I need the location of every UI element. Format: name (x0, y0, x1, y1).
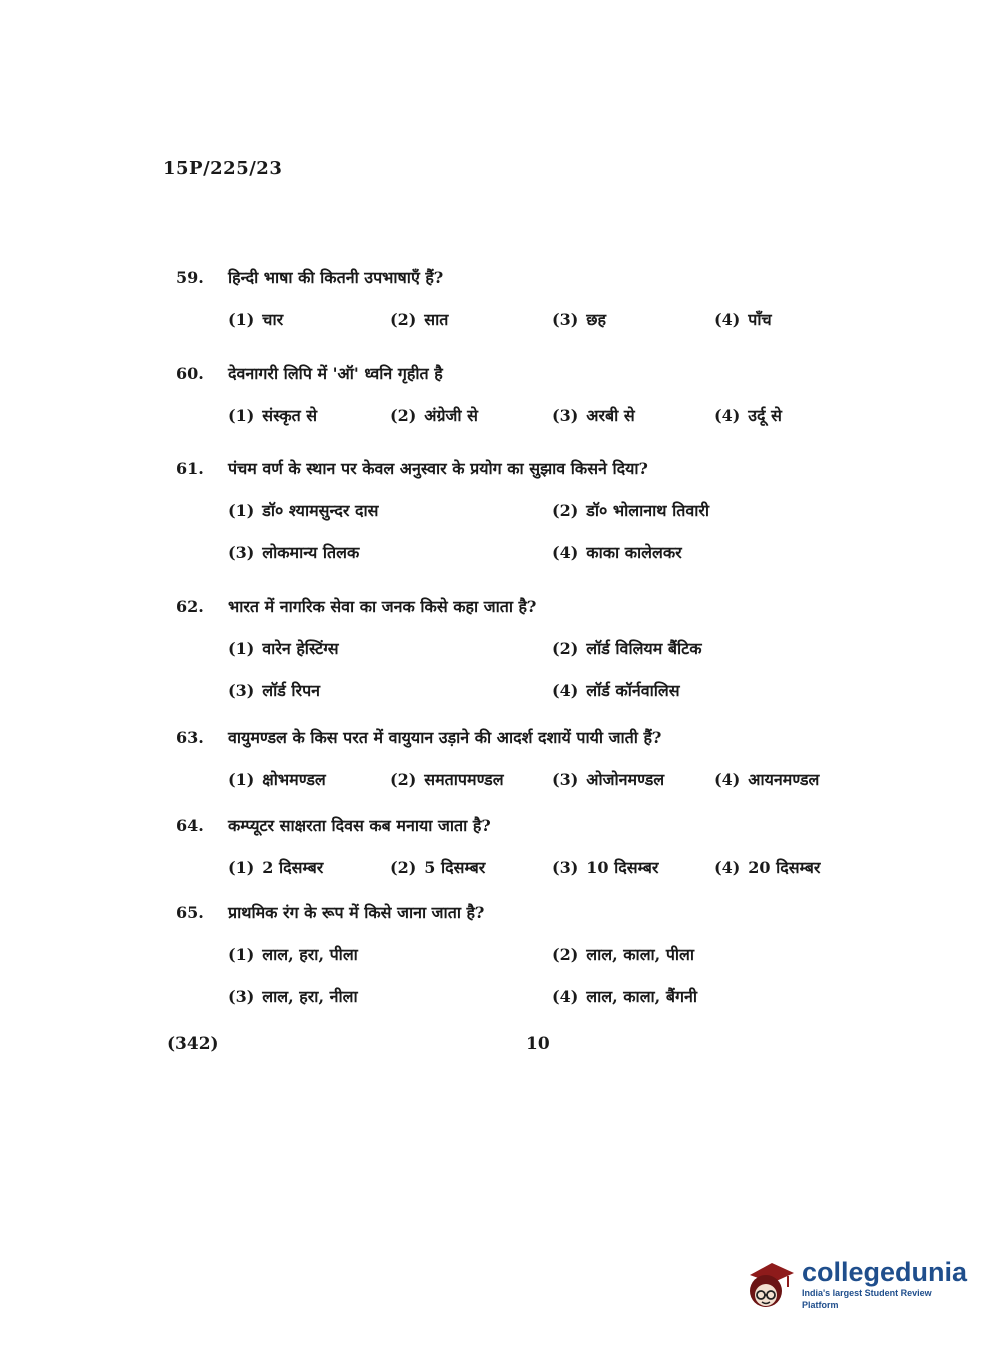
question-number: 60. (176, 364, 204, 383)
question-number: 63. (176, 728, 204, 747)
option-4: (4) काका कालेलकर (552, 543, 682, 562)
question-number: 65. (176, 903, 204, 922)
question-62 (176, 595, 876, 703)
logo-name: collegedunia (802, 1257, 968, 1287)
question-61 (176, 457, 876, 565)
question-text: वायुमण्डल के किस परत में वायुयान उड़ाने की आदर्श दशायें पायी जाती हैं? (228, 728, 662, 747)
option-2: (2) लॉर्ड विलियम बैंटिक (552, 639, 702, 658)
question-text: पंचम वर्ण के स्थान पर केवल अनुस्वार के प्रयोग का सुझाव किसने दिया? (228, 459, 648, 478)
options-row (228, 541, 876, 565)
logo-tagline: India's largest Student Review Platform (802, 1288, 932, 1310)
option-4: (4) उर्दू से (714, 406, 782, 425)
option-1: (1) चार (228, 310, 284, 329)
question-number: 61. (176, 459, 204, 478)
question-63 (176, 726, 876, 792)
option-3: (3) 10 दिसम्बर (552, 858, 659, 877)
mascot-icon (742, 1257, 796, 1311)
question-number: 64. (176, 816, 204, 835)
options-row (228, 943, 876, 967)
option-2: (2) डॉ० भोलानाथ तिवारी (552, 501, 710, 520)
option-3: (3) छह (552, 310, 606, 329)
option-4: (4) पाँच (714, 310, 772, 329)
question-59 (176, 266, 876, 332)
options-row (228, 404, 876, 428)
options-row (228, 856, 876, 880)
option-3: (3) लोकमान्य तिलक (228, 543, 360, 562)
option-2: (2) सात (390, 310, 449, 329)
question-text: हिन्दी भाषा की कितनी उपभाषाएँ हैं? (228, 268, 444, 287)
question-number: 59. (176, 268, 204, 287)
option-1: (1) संस्कृत से (228, 406, 318, 425)
page-code: 15P/225/23 (163, 158, 283, 179)
option-3: (3) ओजोनमण्डल (552, 770, 665, 789)
options-row (228, 985, 876, 1009)
option-2: (2) अंग्रेजी से (390, 406, 478, 425)
option-3: (3) लॉर्ड रिपन (228, 681, 321, 700)
options-row (228, 308, 876, 332)
question-64 (176, 814, 876, 880)
option-1: (1) 2 दिसम्बर (228, 858, 324, 877)
option-3: (3) लाल, हरा, नीला (228, 987, 358, 1006)
paper-code: (342) (167, 1034, 219, 1054)
option-4: (4) लाल, काला, बैंगनी (552, 987, 697, 1006)
option-4: (4) आयनमण्डल (714, 770, 820, 789)
question-text: देवनागरी लिपि में 'ऑ' ध्वनि गृहीत है (228, 364, 443, 383)
question-65 (176, 901, 876, 1009)
option-3: (3) अरबी से (552, 406, 635, 425)
options-row (228, 637, 876, 661)
options-row (228, 679, 876, 703)
option-4: (4) लॉर्ड कॉर्नवालिस (552, 681, 680, 700)
question-text: कम्प्यूटर साक्षरता दिवस कब मनाया जाता है? (228, 816, 491, 835)
question-number: 62. (176, 597, 204, 616)
option-2: (2) लाल, काला, पीला (552, 945, 695, 964)
collegedunia-logo (742, 1254, 968, 1314)
page-number: 10 (526, 1034, 550, 1054)
options-row (228, 499, 876, 523)
question-text: भारत में नागरिक सेवा का जनक किसे कहा जाता है? (228, 597, 537, 616)
option-1: (1) क्षोभमण्डल (228, 770, 326, 789)
option-4: (4) 20 दिसम्बर (714, 858, 821, 877)
option-2: (2) 5 दिसम्बर (390, 858, 486, 877)
option-2: (2) समतापमण्डल (390, 770, 504, 789)
option-1: (1) लाल, हरा, पीला (228, 945, 358, 964)
question-60 (176, 362, 876, 428)
option-1: (1) डॉ० श्यामसुन्दर दास (228, 501, 379, 520)
option-1: (1) वारेन हेस्टिंग्स (228, 639, 339, 658)
options-row (228, 768, 876, 792)
question-text: प्राथमिक रंग के रूप में किसे जाना जाता है? (228, 903, 485, 922)
